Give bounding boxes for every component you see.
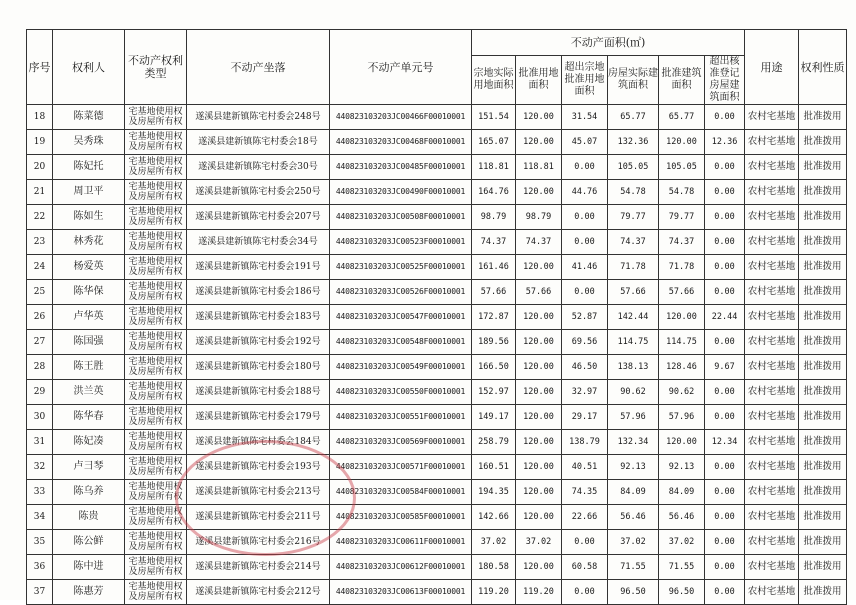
cell-area-approved-building: 65.77: [659, 105, 705, 130]
cell-area-excess-building: 0.00: [705, 180, 745, 205]
table-row: [27, 255, 847, 280]
cell-area-approved-building: 71.55: [659, 555, 705, 580]
cell-use: 农村宅基地: [745, 180, 799, 205]
cell-location: 遂溪县建新镇陈宅村委会184号: [187, 430, 330, 455]
cell-area-actual-land: 161.46: [472, 255, 516, 280]
cell-use: 农村宅基地: [745, 380, 799, 405]
cell-unit-no: 440823103203JC00549F00010001: [330, 355, 472, 380]
cell-use: 农村宅基地: [745, 555, 799, 580]
cell-unit-no: 440823103203JC00571F00010001: [330, 455, 472, 480]
table-row: [27, 130, 847, 155]
table-row: [27, 555, 847, 580]
cell-unit-no: 440823103203JC00523F00010001: [330, 230, 472, 255]
cell-area-approved-land: 120.00: [516, 355, 562, 380]
header-holder: 权利人: [53, 30, 125, 105]
cell-holder: 洪兰英: [53, 380, 125, 405]
cell-area-actual-land: 160.51: [472, 455, 516, 480]
cell-location: 遂溪县建新镇陈宅村委会214号: [187, 555, 330, 580]
cell-area-actual-land: 189.56: [472, 330, 516, 355]
cell-right-type: 宅基地使用权及房屋所有权: [125, 255, 187, 280]
cell-seq: 31: [27, 430, 53, 455]
cell-area-actual-land: 142.66: [472, 505, 516, 530]
cell-area-approved-land: 120.00: [516, 105, 562, 130]
cell-seq: 29: [27, 380, 53, 405]
cell-right-type: 宅基地使用权及房屋所有权: [125, 405, 187, 430]
cell-right-type: 宅基地使用权及房屋所有权: [125, 105, 187, 130]
cell-area-approved-land: 57.66: [516, 280, 562, 305]
cell-area-actual-building: 84.09: [608, 480, 659, 505]
cell-area-excess-land: 52.87: [562, 305, 608, 330]
cell-area-excess-building: 22.44: [705, 305, 745, 330]
cell-holder: 陈妃凑: [53, 430, 125, 455]
cell-area-approved-building: 120.00: [659, 430, 705, 455]
cell-area-actual-building: 114.75: [608, 330, 659, 355]
cell-right-type: 宅基地使用权及房屋所有权: [125, 230, 187, 255]
table-row: [27, 455, 847, 480]
cell-location: 遂溪县建新镇陈宅村委会183号: [187, 305, 330, 330]
cell-area-actual-building: 37.02: [608, 530, 659, 555]
cell-use: 农村宅基地: [745, 105, 799, 130]
cell-area-actual-building: 132.34: [608, 430, 659, 455]
cell-right-type: 宅基地使用权及房屋所有权: [125, 355, 187, 380]
cell-unit-no: 440823103203JC00525F00010001: [330, 255, 472, 280]
cell-area-excess-building: 0.00: [705, 555, 745, 580]
cell-right-type: 宅基地使用权及房屋所有权: [125, 155, 187, 180]
cell-nature: 批准拨用: [799, 130, 847, 155]
cell-area-approved-land: 37.02: [516, 530, 562, 555]
cell-right-type: 宅基地使用权及房屋所有权: [125, 380, 187, 405]
cell-area-actual-building: 56.46: [608, 505, 659, 530]
cell-area-actual-building: 90.62: [608, 380, 659, 405]
cell-area-approved-building: 114.75: [659, 330, 705, 355]
cell-nature: 批准拨用: [799, 280, 847, 305]
cell-location: 遂溪县建新镇陈宅村委会250号: [187, 180, 330, 205]
cell-right-type: 宅基地使用权及房屋所有权: [125, 530, 187, 555]
table-row: [27, 155, 847, 180]
cell-seq: 26: [27, 305, 53, 330]
cell-area-actual-building: 79.77: [608, 205, 659, 230]
cell-area-actual-land: 194.35: [472, 480, 516, 505]
cell-area-approved-building: 79.77: [659, 205, 705, 230]
cell-nature: 批准拨用: [799, 205, 847, 230]
cell-location: 遂溪县建新镇陈宅村委会212号: [187, 580, 330, 605]
cell-location: 遂溪县建新镇陈宅村委会18号: [187, 130, 330, 155]
cell-area-excess-building: 0.00: [705, 280, 745, 305]
cell-holder: 陈乌养: [53, 480, 125, 505]
cell-area-excess-land: 138.79: [562, 430, 608, 455]
cell-holder: 陈贵: [53, 505, 125, 530]
cell-area-excess-land: 31.54: [562, 105, 608, 130]
cell-use: 农村宅基地: [745, 505, 799, 530]
cell-holder: 杨爱英: [53, 255, 125, 280]
cell-holder: 周卫平: [53, 180, 125, 205]
cell-area-approved-land: 74.37: [516, 230, 562, 255]
header-use: 用途: [745, 30, 799, 105]
cell-area-actual-land: 258.79: [472, 430, 516, 455]
cell-location: 遂溪县建新镇陈宅村委会216号: [187, 530, 330, 555]
cell-area-excess-building: 9.67: [705, 355, 745, 380]
cell-area-excess-building: 0.00: [705, 580, 745, 605]
cell-area-excess-building: 12.36: [705, 130, 745, 155]
cell-area-excess-land: 0.00: [562, 580, 608, 605]
cell-nature: 批准拨用: [799, 330, 847, 355]
cell-nature: 批准拨用: [799, 180, 847, 205]
cell-nature: 批准拨用: [799, 530, 847, 555]
cell-area-excess-land: 29.17: [562, 405, 608, 430]
header-area-excess-building: 超出核准登记房屋建筑面积: [705, 56, 745, 105]
cell-area-actual-land: 74.37: [472, 230, 516, 255]
cell-right-type: 宅基地使用权及房屋所有权: [125, 555, 187, 580]
cell-holder: 陈华保: [53, 280, 125, 305]
cell-area-excess-building: 0.00: [705, 205, 745, 230]
cell-area-approved-land: 118.81: [516, 155, 562, 180]
cell-area-approved-land: 120.00: [516, 555, 562, 580]
cell-area-excess-building: 0.00: [705, 480, 745, 505]
header-area-group: 不动产面积(㎡): [472, 30, 745, 56]
cell-area-excess-building: 0.00: [705, 255, 745, 280]
cell-nature: 批准拨用: [799, 555, 847, 580]
cell-seq: 19: [27, 130, 53, 155]
cell-use: 农村宅基地: [745, 430, 799, 455]
cell-area-approved-land: 120.00: [516, 380, 562, 405]
cell-area-excess-building: 0.00: [705, 405, 745, 430]
cell-right-type: 宅基地使用权及房屋所有权: [125, 305, 187, 330]
cell-area-excess-land: 0.00: [562, 155, 608, 180]
cell-area-approved-building: 96.50: [659, 580, 705, 605]
cell-use: 农村宅基地: [745, 280, 799, 305]
cell-area-excess-building: 0.00: [705, 380, 745, 405]
cell-area-actual-land: 57.66: [472, 280, 516, 305]
cell-area-approved-land: 120.00: [516, 455, 562, 480]
cell-location: 遂溪县建新镇陈宅村委会211号: [187, 505, 330, 530]
cell-unit-no: 440823103203JC00508F00010001: [330, 205, 472, 230]
header-area-excess-land: 超出宗地批准用地面积: [562, 56, 608, 105]
cell-unit-no: 440823103203JC00550F00010001: [330, 380, 472, 405]
cell-use: 农村宅基地: [745, 355, 799, 380]
cell-nature: 批准拨用: [799, 380, 847, 405]
cell-area-excess-building: 12.34: [705, 430, 745, 455]
cell-unit-no: 440823103203JC00613F00010001: [330, 580, 472, 605]
cell-use: 农村宅基地: [745, 580, 799, 605]
cell-area-excess-building: 0.00: [705, 155, 745, 180]
table-header: [27, 30, 847, 105]
cell-area-excess-building: 0.00: [705, 530, 745, 555]
table-row: [27, 305, 847, 330]
cell-area-excess-building: 0.00: [705, 455, 745, 480]
cell-holder: 陈公鲜: [53, 530, 125, 555]
cell-area-excess-land: 0.00: [562, 230, 608, 255]
cell-area-actual-building: 57.96: [608, 405, 659, 430]
cell-area-actual-building: 92.13: [608, 455, 659, 480]
cell-nature: 批准拨用: [799, 505, 847, 530]
cell-nature: 批准拨用: [799, 455, 847, 480]
cell-unit-no: 440823103203JC00466F00010001: [330, 105, 472, 130]
table-row: [27, 205, 847, 230]
cell-seq: 27: [27, 330, 53, 355]
cell-holder: 吴秀珠: [53, 130, 125, 155]
table-row: [27, 230, 847, 255]
cell-area-approved-building: 74.37: [659, 230, 705, 255]
cell-holder: 卢彐琴: [53, 455, 125, 480]
cell-seq: 37: [27, 580, 53, 605]
cell-area-excess-land: 60.58: [562, 555, 608, 580]
cell-right-type: 宅基地使用权及房屋所有权: [125, 455, 187, 480]
cell-location: 遂溪县建新镇陈宅村委会179号: [187, 405, 330, 430]
cell-area-excess-land: 32.97: [562, 380, 608, 405]
cell-right-type: 宅基地使用权及房屋所有权: [125, 205, 187, 230]
cell-location: 遂溪县建新镇陈宅村委会193号: [187, 455, 330, 480]
cell-area-actual-building: 71.55: [608, 555, 659, 580]
cell-right-type: 宅基地使用权及房屋所有权: [125, 505, 187, 530]
cell-area-approved-land: 120.00: [516, 505, 562, 530]
cell-area-approved-land: 120.00: [516, 405, 562, 430]
header-area-approved-land: 批准用地面积: [516, 56, 562, 105]
cell-area-approved-land: 120.00: [516, 255, 562, 280]
cell-nature: 批准拨用: [799, 430, 847, 455]
cell-area-actual-land: 119.20: [472, 580, 516, 605]
cell-location: 遂溪县建新镇陈宅村委会180号: [187, 355, 330, 380]
cell-holder: 陈如生: [53, 205, 125, 230]
cell-unit-no: 440823103203JC00547F00010001: [330, 305, 472, 330]
cell-location: 遂溪县建新镇陈宅村委会30号: [187, 155, 330, 180]
cell-area-actual-building: 57.66: [608, 280, 659, 305]
cell-right-type: 宅基地使用权及房屋所有权: [125, 330, 187, 355]
header-seq: 序号: [27, 30, 53, 105]
cell-area-actual-building: 96.50: [608, 580, 659, 605]
header-area-actual-land: 宗地实际用地面积: [472, 56, 516, 105]
cell-area-approved-land: 120.00: [516, 130, 562, 155]
cell-area-excess-land: 46.50: [562, 355, 608, 380]
cell-nature: 批准拨用: [799, 255, 847, 280]
cell-area-excess-land: 45.07: [562, 130, 608, 155]
cell-seq: 21: [27, 180, 53, 205]
cell-nature: 批准拨用: [799, 580, 847, 605]
cell-unit-no: 440823103203JC00526F00010001: [330, 280, 472, 305]
cell-right-type: 宅基地使用权及房屋所有权: [125, 580, 187, 605]
cell-seq: 33: [27, 480, 53, 505]
table-row: [27, 480, 847, 505]
cell-nature: 批准拨用: [799, 355, 847, 380]
cell-nature: 批准拨用: [799, 405, 847, 430]
cell-area-actual-building: 132.36: [608, 130, 659, 155]
cell-location: 遂溪县建新镇陈宅村委会186号: [187, 280, 330, 305]
cell-nature: 批准拨用: [799, 480, 847, 505]
cell-area-approved-building: 92.13: [659, 455, 705, 480]
cell-area-excess-land: 44.76: [562, 180, 608, 205]
table-row: [27, 105, 847, 130]
cell-use: 农村宅基地: [745, 330, 799, 355]
cell-location: 遂溪县建新镇陈宅村委会213号: [187, 480, 330, 505]
cell-area-actual-land: 180.58: [472, 555, 516, 580]
cell-area-excess-building: 0.00: [705, 505, 745, 530]
cell-area-approved-land: 119.20: [516, 580, 562, 605]
cell-right-type: 宅基地使用权及房屋所有权: [125, 480, 187, 505]
cell-area-actual-land: 37.02: [472, 530, 516, 555]
cell-area-actual-building: 138.13: [608, 355, 659, 380]
cell-holder: 卢华英: [53, 305, 125, 330]
cell-use: 农村宅基地: [745, 155, 799, 180]
cell-location: 遂溪县建新镇陈宅村委会188号: [187, 380, 330, 405]
cell-area-actual-building: 71.78: [608, 255, 659, 280]
cell-holder: 陈王胜: [53, 355, 125, 380]
cell-area-actual-building: 142.44: [608, 305, 659, 330]
cell-seq: 20: [27, 155, 53, 180]
cell-seq: 34: [27, 505, 53, 530]
cell-area-actual-land: 166.50: [472, 355, 516, 380]
cell-area-actual-land: 172.87: [472, 305, 516, 330]
cell-area-excess-land: 22.66: [562, 505, 608, 530]
cell-area-approved-land: 120.00: [516, 330, 562, 355]
table-row: [27, 380, 847, 405]
cell-use: 农村宅基地: [745, 455, 799, 480]
cell-area-approved-building: 120.00: [659, 305, 705, 330]
cell-holder: 林秀花: [53, 230, 125, 255]
cell-use: 农村宅基地: [745, 405, 799, 430]
cell-nature: 批准拨用: [799, 105, 847, 130]
cell-right-type: 宅基地使用权及房屋所有权: [125, 180, 187, 205]
cell-holder: 陈妃托: [53, 155, 125, 180]
cell-unit-no: 440823103203JC00584F00010001: [330, 480, 472, 505]
cell-area-actual-building: 54.78: [608, 180, 659, 205]
cell-holder: 陈国强: [53, 330, 125, 355]
header-right-type: 不动产权利类型: [125, 30, 187, 105]
cell-area-excess-land: 0.00: [562, 280, 608, 305]
cell-area-actual-land: 149.17: [472, 405, 516, 430]
cell-area-approved-building: 57.66: [659, 280, 705, 305]
cell-right-type: 宅基地使用权及房屋所有权: [125, 130, 187, 155]
table-row: [27, 330, 847, 355]
cell-area-approved-land: 120.00: [516, 180, 562, 205]
cell-seq: 35: [27, 530, 53, 555]
cell-holder: 陈菜德: [53, 105, 125, 130]
cell-unit-no: 440823103203JC00548F00010001: [330, 330, 472, 355]
cell-area-approved-building: 37.02: [659, 530, 705, 555]
header-area-approved-building: 批准建筑面积: [659, 56, 705, 105]
cell-seq: 28: [27, 355, 53, 380]
cell-nature: 批准拨用: [799, 305, 847, 330]
cell-seq: 23: [27, 230, 53, 255]
cell-unit-no: 440823103203JC00611F00010001: [330, 530, 472, 555]
cell-area-actual-land: 164.76: [472, 180, 516, 205]
cell-unit-no: 440823103203JC00612F00010001: [330, 555, 472, 580]
cell-right-type: 宅基地使用权及房屋所有权: [125, 280, 187, 305]
cell-area-approved-land: 120.00: [516, 480, 562, 505]
cell-area-actual-land: 151.54: [472, 105, 516, 130]
cell-unit-no: 440823103203JC00569F00010001: [330, 430, 472, 455]
cell-location: 遂溪县建新镇陈宅村委会207号: [187, 205, 330, 230]
cell-area-actual-land: 118.81: [472, 155, 516, 180]
table-body: [27, 105, 847, 605]
cell-area-excess-land: 69.56: [562, 330, 608, 355]
cell-area-excess-building: 0.00: [705, 330, 745, 355]
cell-area-actual-land: 98.79: [472, 205, 516, 230]
cell-location: 遂溪县建新镇陈宅村委会34号: [187, 230, 330, 255]
table-row: [27, 430, 847, 455]
cell-use: 农村宅基地: [745, 230, 799, 255]
cell-area-actual-land: 152.97: [472, 380, 516, 405]
cell-area-approved-building: 84.09: [659, 480, 705, 505]
cell-seq: 18: [27, 105, 53, 130]
cell-seq: 36: [27, 555, 53, 580]
cell-seq: 30: [27, 405, 53, 430]
cell-seq: 24: [27, 255, 53, 280]
header-location: 不动产坐落: [187, 30, 330, 105]
table-row: [27, 280, 847, 305]
cell-area-approved-building: 120.00: [659, 130, 705, 155]
cell-nature: 批准拨用: [799, 155, 847, 180]
table-row: [27, 405, 847, 430]
cell-area-actual-land: 165.07: [472, 130, 516, 155]
cell-area-approved-building: 71.78: [659, 255, 705, 280]
cell-holder: 陈华春: [53, 405, 125, 430]
cell-area-approved-land: 120.00: [516, 430, 562, 455]
cell-holder: 陈惠芳: [53, 580, 125, 605]
cell-area-approved-building: 56.46: [659, 505, 705, 530]
table-row: [27, 180, 847, 205]
cell-area-actual-building: 105.05: [608, 155, 659, 180]
cell-area-approved-land: 120.00: [516, 305, 562, 330]
cell-unit-no: 440823103203JC00468F00010001: [330, 130, 472, 155]
cell-area-approved-building: 105.05: [659, 155, 705, 180]
table-row: [27, 505, 847, 530]
cell-use: 农村宅基地: [745, 130, 799, 155]
cell-unit-no: 440823103203JC00551F00010001: [330, 405, 472, 430]
cell-seq: 22: [27, 205, 53, 230]
cell-right-type: 宅基地使用权及房屋所有权: [125, 430, 187, 455]
cell-seq: 25: [27, 280, 53, 305]
cell-unit-no: 440823103203JC00490F00010001: [330, 180, 472, 205]
cell-area-approved-building: 90.62: [659, 380, 705, 405]
cell-use: 农村宅基地: [745, 205, 799, 230]
cell-area-approved-land: 98.79: [516, 205, 562, 230]
header-area-actual-building: 房屋实际建筑面积: [608, 56, 659, 105]
cell-area-excess-building: 0.00: [705, 105, 745, 130]
cell-area-excess-land: 40.51: [562, 455, 608, 480]
cell-area-excess-land: 74.35: [562, 480, 608, 505]
cell-seq: 32: [27, 455, 53, 480]
cell-area-approved-building: 54.78: [659, 180, 705, 205]
cell-area-approved-building: 57.96: [659, 405, 705, 430]
property-registry-table: [26, 29, 847, 605]
cell-area-excess-land: 0.00: [562, 530, 608, 555]
cell-area-excess-building: 0.00: [705, 230, 745, 255]
cell-unit-no: 440823103203JC00485F00010001: [330, 155, 472, 180]
cell-location: 遂溪县建新镇陈宅村委会248号: [187, 105, 330, 130]
cell-use: 农村宅基地: [745, 480, 799, 505]
cell-area-excess-land: 41.46: [562, 255, 608, 280]
cell-area-actual-building: 74.37: [608, 230, 659, 255]
cell-area-approved-building: 128.46: [659, 355, 705, 380]
header-nature: 权利性质: [799, 30, 847, 105]
cell-area-actual-building: 65.77: [608, 105, 659, 130]
cell-holder: 陈中进: [53, 555, 125, 580]
cell-use: 农村宅基地: [745, 255, 799, 280]
table-row: [27, 355, 847, 380]
table-row: [27, 530, 847, 555]
cell-unit-no: 440823103203JC00585F00010001: [330, 505, 472, 530]
table-row: [27, 580, 847, 605]
cell-location: 遂溪县建新镇陈宅村委会191号: [187, 255, 330, 280]
cell-use: 农村宅基地: [745, 530, 799, 555]
cell-nature: 批准拨用: [799, 230, 847, 255]
header-unit-no: 不动产单元号: [330, 30, 472, 105]
cell-location: 遂溪县建新镇陈宅村委会192号: [187, 330, 330, 355]
cell-area-excess-land: 0.00: [562, 205, 608, 230]
cell-use: 农村宅基地: [745, 305, 799, 330]
